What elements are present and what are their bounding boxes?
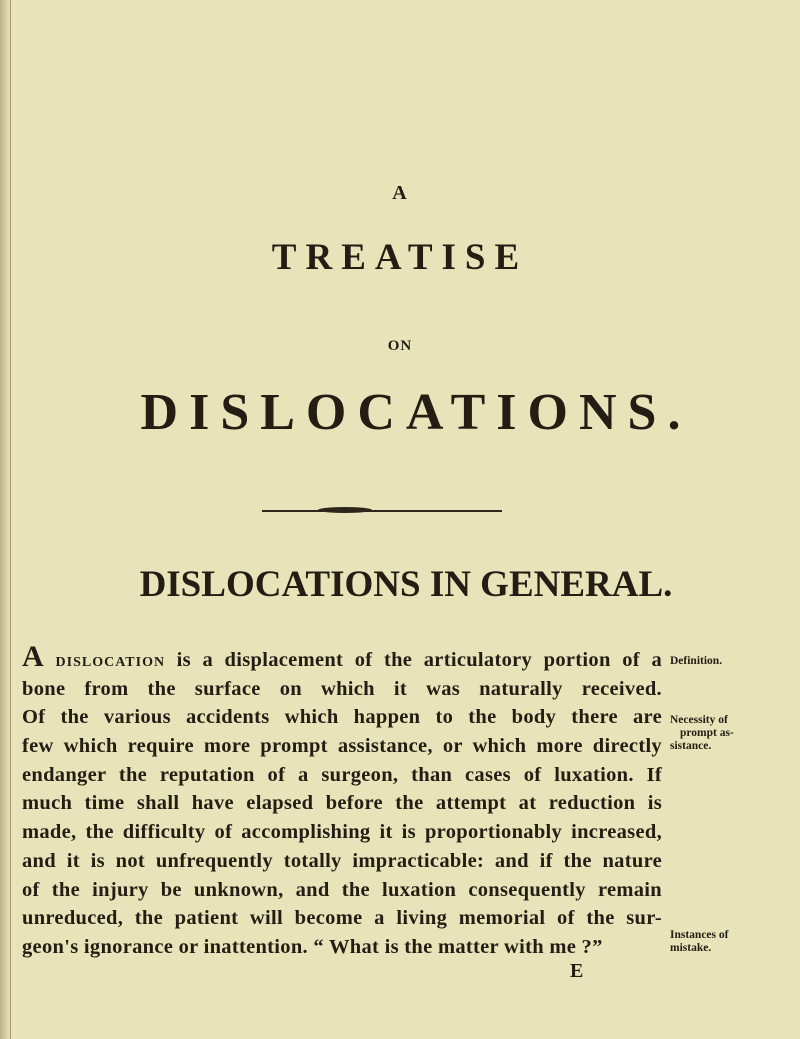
body-line-4: few which require more prompt assistance, or which more directly — [22, 735, 662, 758]
body-line-1 — [22, 640, 662, 675]
body-paragraph — [22, 640, 662, 962]
first-word-small-caps: dislocation — [55, 649, 166, 671]
ornamental-rule-swell — [318, 507, 372, 513]
margin-note-necessity-line-1: Necessity of — [670, 714, 728, 726]
body-line-11: geon's ignorance or inattention. “ What is the matter with me ?” — [22, 935, 603, 958]
title-treatise: TREATISE — [271, 237, 529, 278]
title-dislocations: DISLOCATIONS. — [140, 384, 692, 441]
body-line-1-text: is a displacement of the articulatory portion of a — [165, 649, 662, 671]
body-line-8: and it is not unfrequently totally impracticable: and if the nature — [22, 849, 662, 872]
body-line-7: made, the difficulty of accomplishing it is proportionably increased, — [22, 821, 662, 844]
margin-note-necessity — [670, 714, 734, 753]
body-line-3: Of the various accidents which happen to the body there are — [22, 706, 662, 729]
body-line-5: endanger the reputation of a surgeon, than cases of luxation. If — [22, 763, 662, 786]
margin-note-instances-line-2: mistake. — [670, 942, 712, 954]
body-line-9: of the injury be unknown, and the luxation consequently remain — [22, 878, 662, 901]
title-article: A — [392, 182, 408, 204]
title-on: ON — [387, 338, 413, 354]
ornamental-rule — [262, 510, 502, 512]
drop-cap: A — [22, 640, 44, 673]
section-heading: DISLOCATIONS IN GENERAL. — [139, 564, 673, 605]
page-binding-line — [10, 0, 11, 1039]
body-line-2: bone from the surface on which it was naturally received. — [22, 677, 662, 700]
margin-note-necessity-line-2: prompt as- — [680, 727, 734, 739]
catchword: E — [570, 960, 584, 982]
body-line-6: much time shall have elapsed before the attempt at reduction is — [22, 792, 662, 815]
margin-note-definition: Definition. — [670, 655, 723, 667]
margin-note-instances-line-1: Instances of — [670, 929, 729, 941]
body-line-10: unreduced, the patient will become a living memorial of the sur- — [22, 907, 662, 930]
margin-note-necessity-line-3: sistance. — [670, 740, 712, 752]
margin-note-instances — [670, 929, 728, 955]
